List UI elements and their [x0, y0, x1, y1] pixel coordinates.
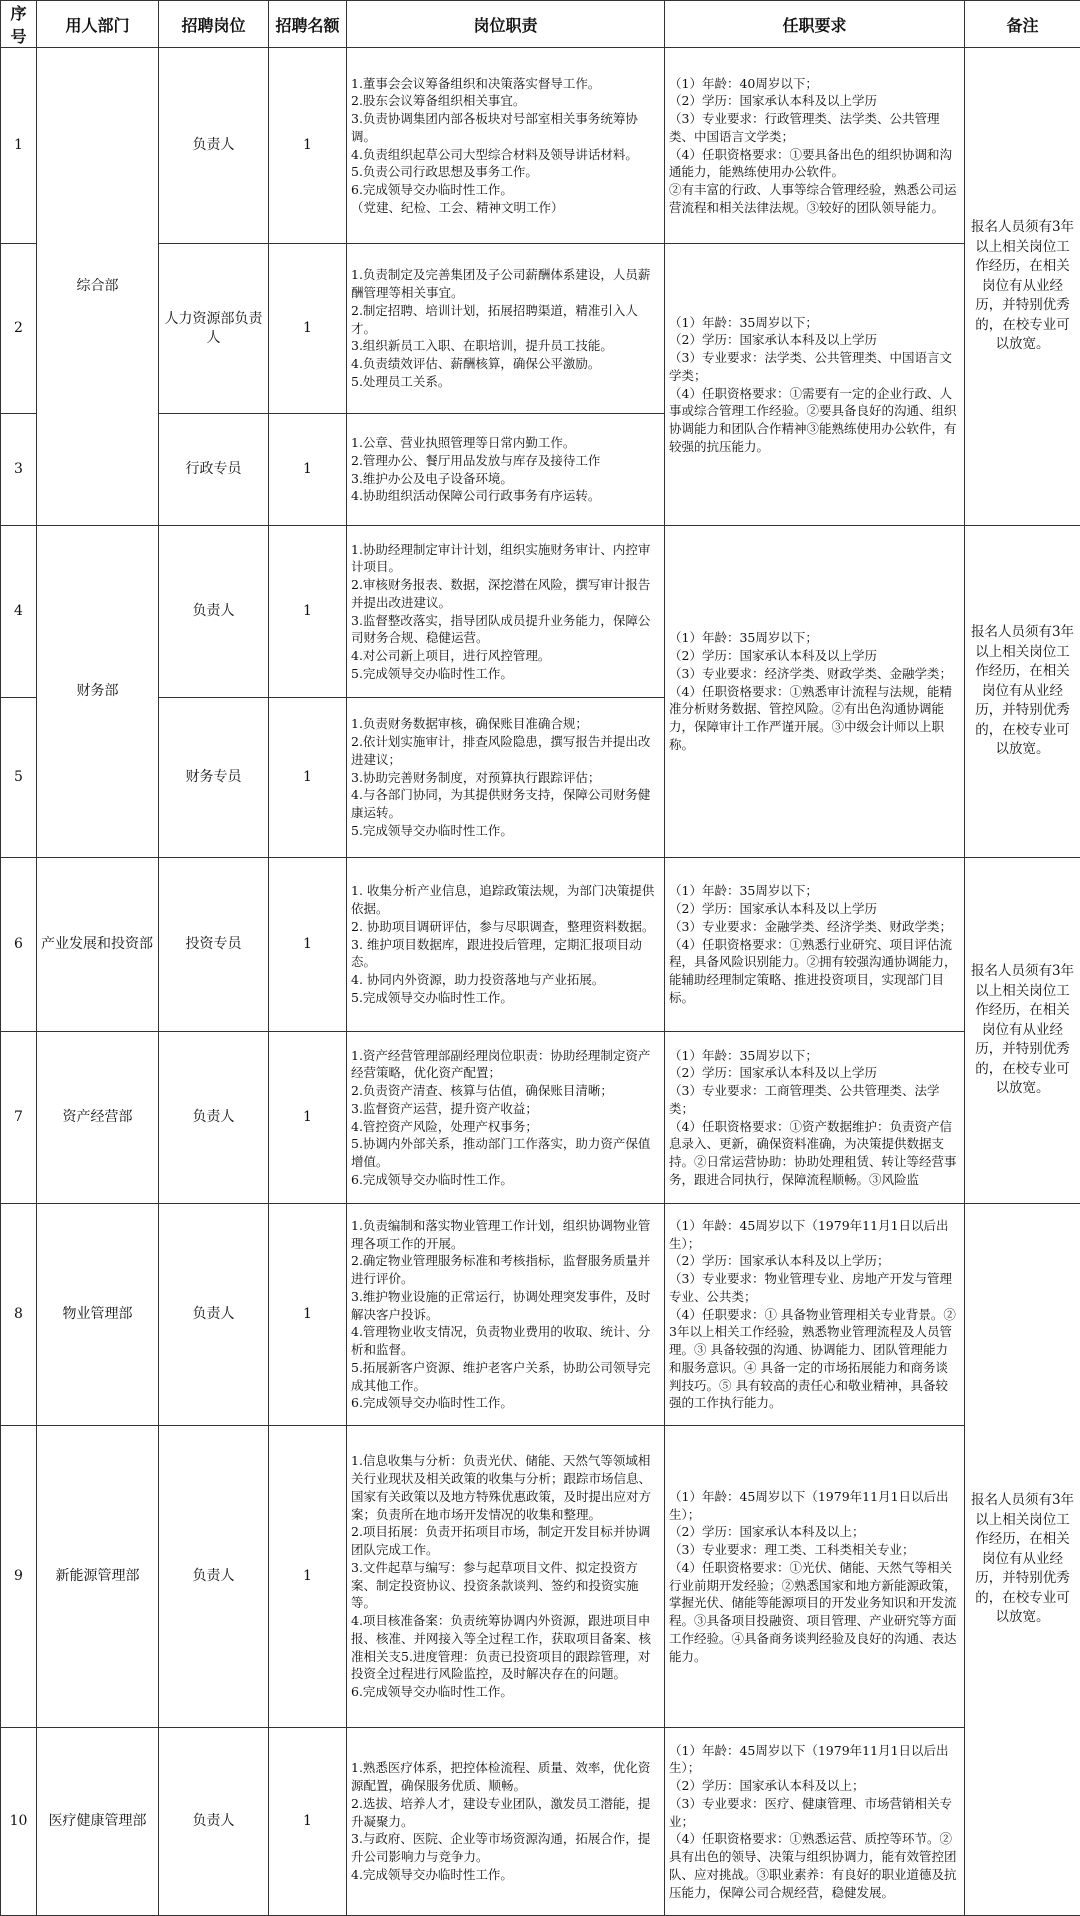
duties-cell: [347, 698, 665, 858]
count-cell: 1: [269, 414, 347, 526]
department-cell: 新能源管理部: [37, 1426, 159, 1728]
header-no: 序号: [1, 1, 37, 48]
requirement-line: （2）学历：国家承认本科及以上学历: [669, 900, 960, 918]
requirement-line: （4）任职要求：① 具备物业管理相关专业背景。② 3年以上相关工作经验，熟悉物业管理流程及人员管理。③ 具备较强的沟通、协调能力、团队管理能力和服务意识。④ 具备一定的市场拓展能力和商务谈判技巧。⑤ 具有较高的责任心和敬业精神，具备较强的工作执行能力。: [669, 1306, 960, 1413]
duty-line: 5.处理员工关系。: [351, 373, 660, 391]
requirements-cell: [665, 1426, 965, 1728]
duties-cell: [347, 1032, 665, 1204]
row-number: 5: [1, 698, 37, 858]
duties-cell: [347, 244, 665, 414]
row-number: 7: [1, 1032, 37, 1204]
duty-line: 4.项目核准备案：负责统筹协调内外资源，跟进项目申报、核准、并网接入等全过程工作，获取项目备案、核准相关支5.进度管理：负责已投资项目的跟踪管理，对投资全过程进行风险监控，及时解决存在的问题。: [351, 1612, 660, 1683]
duty-line: 2.制定招聘、培训计划，拓展招聘渠道，精准引入人才。: [351, 302, 660, 338]
duty-line: 1.负责制定及完善集团及子公司薪酬体系建设，人员薪酬管理等相关事宜。: [351, 266, 660, 302]
duty-line: 2.负责资产清查、核算与估值，确保账目清晰；: [351, 1082, 660, 1100]
department-cell: 物业管理部: [37, 1204, 159, 1426]
duty-line: 6.完成领导交办临时性工作。: [351, 1683, 660, 1701]
requirement-line: （3）专业要求：理工类、工科类相关专业；: [669, 1541, 960, 1559]
table-row: [1, 1426, 1080, 1728]
requirement-line: （1）年龄：35周岁以下；: [669, 1047, 960, 1065]
requirement-line: （3）专业要求：工商管理类、公共管理类、法学类；: [669, 1082, 960, 1118]
table-row: [1, 1204, 1080, 1426]
duty-line: 5.完成领导交办临时性工作。: [351, 989, 660, 1007]
count-cell: 1: [269, 526, 347, 698]
requirements-cell: [665, 1728, 965, 1916]
duties-cell: [347, 48, 665, 244]
duty-line: 4.负责绩效评估、薪酬核算，确保公平激励。: [351, 355, 660, 373]
count-cell: 1: [269, 1032, 347, 1204]
note-cell: 报名人员须有3年以上相关岗位工作经历，在相关岗位有从业经历，并特别优秀的，在校专业可以放宽。: [965, 526, 1080, 858]
duty-line: 1.熟悉医疗体系，把控体检流程、质量、效率，优化资源配置，确保服务优质、顺畅。: [351, 1759, 660, 1795]
requirement-line: （1）年龄：45周岁以下（1979年11月1日以后出生）；: [669, 1488, 960, 1524]
department-cell: 综合部: [37, 48, 159, 526]
requirement-line: （3）专业要求：物业管理专业、房地产开发与管理专业、公共类；: [669, 1270, 960, 1306]
requirements-cell: [665, 1032, 965, 1204]
duty-line: 1.董事会会议筹备组织和决策落实督导工作。: [351, 75, 660, 93]
duty-line: 3.组织新员工入职、在职培训，提升员工技能。: [351, 337, 660, 355]
duty-line: 5.完成领导交办临时性工作。: [351, 822, 660, 840]
requirements-cell: [665, 526, 965, 858]
duty-line: 6.完成领导交办临时性工作。: [351, 1394, 660, 1412]
count-cell: 1: [269, 858, 347, 1032]
duty-line: 4.对公司新上项目，进行风控管理。: [351, 647, 660, 665]
requirement-line: （1）年龄：35周岁以下；: [669, 882, 960, 900]
requirement-line: （4）任职资格要求：①需要有一定的企业行政、人事或综合管理工作经验。②要具备良好的沟通、组织协调能力和团队合作精神③能熟练使用办公软件，有较强的抗压能力。: [669, 385, 960, 456]
position-cell: 负责人: [159, 1204, 269, 1426]
requirements-cell: [665, 48, 965, 244]
requirement-line: （4）任职资格要求：①熟悉运营、质控等环节。②具有出色的领导、决策与组织协调力，能有效管控团队、应对挑战。③职业素养：有良好的职业道德及抗压能力，保障公司合规经营，稳健发展。: [669, 1830, 960, 1901]
requirement-line: （3）专业要求：经济学类、财政学类、金融学类；: [669, 665, 960, 683]
requirement-line: （3）专业要求：金融学类、经济学类、财政学类；: [669, 918, 960, 936]
duty-line: 3.协助完善财务制度，对预算执行跟踪评估；: [351, 769, 660, 787]
requirement-line: （4）任职资格要求：①要具备出色的组织协调和沟通能力，能熟练使用办公软件。: [669, 146, 960, 182]
requirement-line: （2）学历：国家承认本科及以上学历: [669, 331, 960, 349]
duty-line: 1.资产经营管理部副经理岗位职责：协助经理制定资产经营策略，优化资产配置；: [351, 1047, 660, 1083]
table-row: [1, 858, 1080, 1032]
row-number: 3: [1, 414, 37, 526]
duty-line: 2.选拔、培养人才，建设专业团队，激发员工潜能，提升凝聚力。: [351, 1795, 660, 1831]
position-cell: 负责人: [159, 1728, 269, 1916]
requirement-line: （1）年龄：40周岁以下；: [669, 75, 960, 93]
requirements-cell: [665, 244, 965, 526]
requirements-cell: [665, 858, 965, 1032]
duty-line: （党建、纪检、工会、精神文明工作）: [351, 199, 660, 217]
duty-line: 4.与各部门协同，为其提供财务支持，保障公司财务健康运转。: [351, 786, 660, 822]
table-row: [1, 1032, 1080, 1204]
duty-line: 4.管理物业收支情况，负责物业费用的收取、统计、分析和监督。: [351, 1323, 660, 1359]
duty-line: 3.维护物业设施的正常运行，协调处理突发事件，及时解决客户投诉。: [351, 1288, 660, 1324]
duty-line: 4.负责组织起草公司大型综合材料及领导讲话材料。: [351, 146, 660, 164]
duty-line: 2.项目拓展：负责开拓项目市场，制定开发目标并协调团队完成工作。: [351, 1523, 660, 1559]
requirement-line: （1）年龄：35周岁以下；: [669, 314, 960, 332]
position-cell: 负责人: [159, 1426, 269, 1728]
requirement-line: （4）任职资格要求：①熟悉行业研究、项目评估流程，具备风险识别能力。②拥有较强沟通协调能力，能辅助经理制定策略、推进投资项目，实现部门目标。: [669, 936, 960, 1007]
requirement-line: （2）学历：国家承认本科及以上；: [669, 1523, 960, 1541]
duty-line: 3.维护办公及电子设备环境。: [351, 470, 660, 488]
count-cell: 1: [269, 1204, 347, 1426]
note-cell: 报名人员须有3年以上相关岗位工作经历，在相关岗位有从业经历，并特别优秀的，在校专业可以放宽。: [965, 1204, 1080, 1916]
position-cell: 行政专员: [159, 414, 269, 526]
duty-line: 3.负责协调集团内部各板块对号部室相关事务统筹协调。: [351, 110, 660, 146]
department-cell: 资产经营部: [37, 1032, 159, 1204]
requirement-line: （2）学历：国家承认本科及以上学历；: [669, 1252, 960, 1270]
row-number: 9: [1, 1426, 37, 1728]
header-note: 备注: [965, 1, 1080, 48]
duty-line: 2.股东会议筹备组织相关事宜。: [351, 92, 660, 110]
duty-line: 3.与政府、医院、企业等市场资源沟通，拓展合作，提升公司影响力与竞争力。: [351, 1830, 660, 1866]
requirement-line: （1）年龄：45周岁以下（1979年11月1日以后出生）；: [669, 1217, 960, 1253]
duty-line: 2.审核财务报表、数据，深挖潜在风险，撰写审计报告并提出改进建议。: [351, 576, 660, 612]
requirement-line: （2）学历：国家承认本科及以上学历: [669, 1064, 960, 1082]
count-cell: 1: [269, 698, 347, 858]
header-requirements: 任职要求: [665, 1, 965, 48]
duty-line: 2.确定物业管理服务标准和考核指标，监督服务质量并进行评价。: [351, 1252, 660, 1288]
duty-line: 3.监督资产运营，提升资产收益；: [351, 1100, 660, 1118]
header-duties: 岗位职责: [347, 1, 665, 48]
duty-line: 5.协调内外部关系，推动部门工作落实，助力资产保值增值。: [351, 1135, 660, 1171]
table-row: [1, 48, 1080, 244]
count-cell: 1: [269, 244, 347, 414]
duty-line: 5.完成领导交办临时性工作。: [351, 665, 660, 683]
count-cell: 1: [269, 48, 347, 244]
duty-line: 4. 协同内外资源，助力投资落地与产业拓展。: [351, 971, 660, 989]
requirement-line: （1）年龄：45周岁以下（1979年11月1日以后出生）；: [669, 1742, 960, 1778]
position-cell: 负责人: [159, 526, 269, 698]
duty-line: 3.监督整改落实，指导团队成员提升业务能力，保障公司财务合规、稳健运营。: [351, 612, 660, 648]
duty-line: 3.文件起草与编写：参与起草项目文件、拟定投资方案、制定投资协议、投资条款谈判、签约和投资实施等。: [351, 1559, 660, 1612]
duty-line: 2. 协助项目调研评估，参与尽职调查，整理资料数据。: [351, 918, 660, 936]
duty-line: 4.完成领导交办临时性工作。: [351, 1866, 660, 1884]
requirement-line: （3）专业要求：行政管理类、法学类、公共管理类、中国语言文学类；: [669, 110, 960, 146]
duty-line: 3. 维护项目数据库，跟进投后管理，定期汇报项目动态。: [351, 936, 660, 972]
requirement-line: （3）专业要求：法学类、公共管理类、中国语言文学类；: [669, 349, 960, 385]
duties-cell: [347, 526, 665, 698]
duty-line: 4.管控资产风险，处理产权事务；: [351, 1118, 660, 1136]
requirement-line: （2）学历：国家承认本科及以上学历: [669, 92, 960, 110]
requirement-line: （2）学历：国家承认本科及以上学历: [669, 647, 960, 665]
duties-cell: [347, 1204, 665, 1426]
table-row: [1, 526, 1080, 698]
duties-cell: [347, 414, 665, 526]
count-cell: 1: [269, 1426, 347, 1728]
requirement-line: （1）年龄：35周岁以下；: [669, 629, 960, 647]
requirement-line: （4）任职资格要求：①熟悉审计流程与法规，能精准分析财务数据、管控风险。②有出色沟通协调能力，保障审计工作严谨开展。③中级会计师以上职称。: [669, 683, 960, 754]
count-cell: 1: [269, 1728, 347, 1916]
row-number: 2: [1, 244, 37, 414]
duty-line: 4.协助组织活动保障公司行政事务有序运转。: [351, 487, 660, 505]
header-count: 招聘名额: [269, 1, 347, 48]
duty-line: 1.负责编制和落实物业管理工作计划，组织协调物业管理各项工作的开展。: [351, 1217, 660, 1253]
requirement-line: （4）任职资格要求：①资产数据维护：负责资产信息录入、更新，确保资料准确，为决策提供数据支持。②日常运营协助：协助处理租赁、转让等经营事务，跟进合同执行，保障流程顺畅。③风险监: [669, 1118, 960, 1189]
row-number: 10: [1, 1728, 37, 1916]
row-number: 8: [1, 1204, 37, 1426]
row-number: 1: [1, 48, 37, 244]
row-number: 4: [1, 526, 37, 698]
note-cell: 报名人员须有3年以上相关岗位工作经历，在相关岗位有从业经历，并特别优秀的，在校专业可以放宽。: [965, 858, 1080, 1204]
duty-line: 1.负责财务数据审核，确保账目准确合规；: [351, 715, 660, 733]
position-cell: 负责人: [159, 1032, 269, 1204]
table-row: [1, 1728, 1080, 1916]
duty-line: 6.完成领导交办临时性工作。: [351, 1171, 660, 1189]
duty-line: 5.拓展新客户资源、维护老客户关系，协助公司领导完成其他工作。: [351, 1359, 660, 1395]
header-position: 招聘岗位: [159, 1, 269, 48]
requirement-line: （3）专业要求：医疗、健康管理、市场营销相关专业；: [669, 1795, 960, 1831]
position-cell: 财务专员: [159, 698, 269, 858]
table-row: [1, 244, 1080, 414]
note-cell: 报名人员须有3年以上相关岗位工作经历，在相关岗位有从业经历，并特别优秀的，在校专业可以放宽。: [965, 48, 1080, 526]
position-cell: 投资专员: [159, 858, 269, 1032]
duty-line: 6.完成领导交办临时性工作。: [351, 181, 660, 199]
header-row: [1, 1, 1080, 48]
duty-line: 1.协助经理制定审计计划，组织实施财务审计、内控审计项目。: [351, 541, 660, 577]
duty-line: 1.公章、营业执照管理等日常内勤工作。: [351, 434, 660, 452]
requirement-line: （4）任职资格要求：①光伏、储能、天然气等相关行业前期开发经验；②熟悉国家和地方新能源政策，掌握光伏、储能等能源项目的开发业务知识和开发流程。③具备项目投融资、项目管理、产业研究等方面工作经验。④具备商务谈判经验及良好的沟通、表达能力。: [669, 1559, 960, 1666]
position-cell: 人力资源部负责人: [159, 244, 269, 414]
department-cell: 医疗健康管理部: [37, 1728, 159, 1916]
requirement-line: （2）学历：国家承认本科及以上；: [669, 1777, 960, 1795]
duty-line: 1.信息收集与分析：负责光伏、储能、天然气等领域相关行业现状及相关政策的收集与分析；跟踪市场信息、国家有关政策以及地方特殊优惠政策，及时提出应对方案；负责所在地市场开发情况的收集和整理。: [351, 1452, 660, 1523]
row-number: 6: [1, 858, 37, 1032]
duty-line: 2.管理办公、餐厅用品发放与库存及接待工作: [351, 452, 660, 470]
department-cell: 产业发展和投资部: [37, 858, 159, 1032]
department-cell: 财务部: [37, 526, 159, 858]
duty-line: 2.依计划实施审计，排查风险隐患，撰写报告并提出改进建议；: [351, 733, 660, 769]
duty-line: 5.负责公司行政思想及事务工作。: [351, 163, 660, 181]
header-dept: 用人部门: [37, 1, 159, 48]
duty-line: 1. 收集分析产业信息，追踪政策法规，为部门决策提供依据。: [351, 882, 660, 918]
requirement-line: ②有丰富的行政、人事等综合管理经验，熟悉公司运营流程和相关法律法规。③较好的团队领导能力。: [669, 181, 960, 217]
duties-cell: [347, 1426, 665, 1728]
position-cell: 负责人: [159, 48, 269, 244]
duties-cell: [347, 858, 665, 1032]
requirements-cell: [665, 1204, 965, 1426]
duties-cell: [347, 1728, 665, 1916]
